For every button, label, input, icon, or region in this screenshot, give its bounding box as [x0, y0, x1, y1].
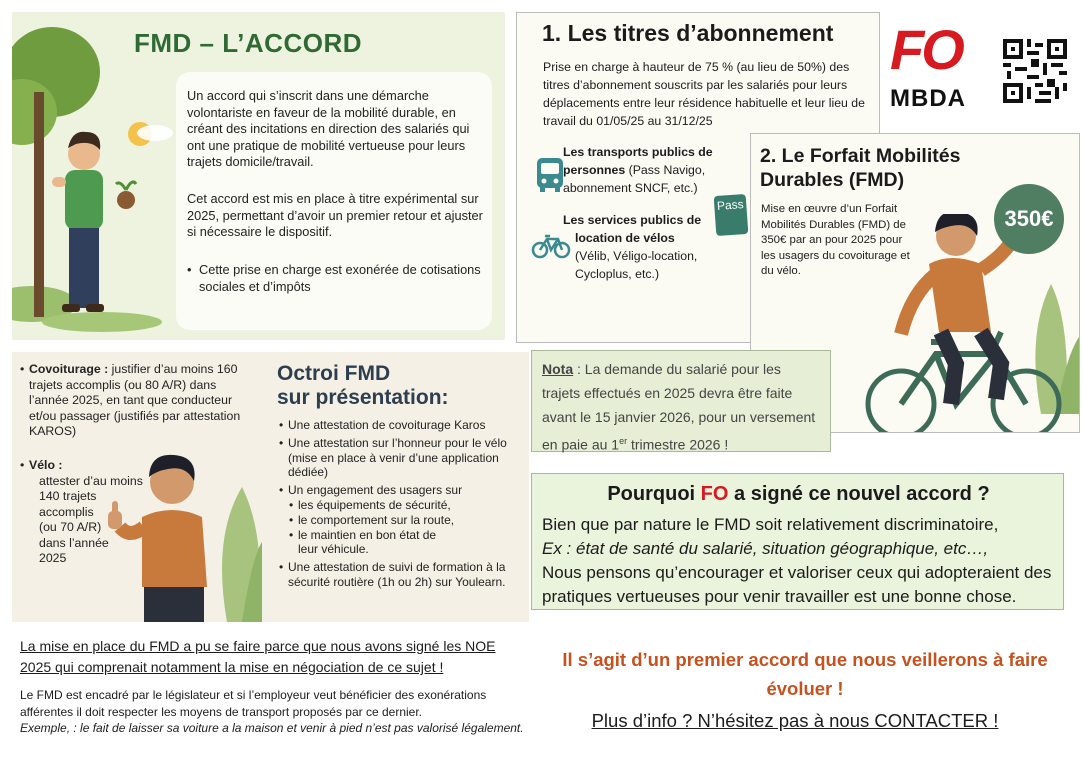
why-title-pre: Pourquoi	[607, 483, 701, 505]
velo-label-line2: location de vélos	[575, 231, 675, 245]
bullet-dot: •	[187, 262, 192, 277]
transport-label	[563, 143, 733, 197]
why-line-3: Nous pensons qu’encourager et valoriser ceux qui adopteraient des pratiques vertueuses pour venir travailler est une bonne chose.	[542, 563, 1052, 606]
octroi-title-line2: sur présentation:	[277, 386, 449, 409]
fo-logo-text: FO	[890, 18, 962, 81]
list-item	[279, 418, 524, 433]
forfait-title: 2. Le Forfait Mobilités Durables (FMD)	[760, 145, 961, 191]
nota-superscript: er	[619, 436, 628, 446]
nota-text-2: trimestre 2026 !	[627, 436, 729, 453]
nota-box	[531, 350, 831, 452]
accord-bullet-text: Cette prise en charge est exonérée de cotisations sociales et d’impôts	[199, 262, 481, 294]
velo-line: (ou 70 A/R)	[39, 520, 102, 534]
velo-line: dans l’année	[39, 535, 109, 550]
bullet-dot: •	[289, 497, 294, 512]
accord-panel	[12, 12, 505, 340]
nota-label: Nota	[542, 361, 574, 377]
velo-label: Vélo :	[29, 458, 63, 472]
why-title-post: a signé ce nouvel accord ?	[728, 483, 990, 505]
why-body	[542, 513, 1058, 609]
octroi-subitem-text: le comportement sur la route,	[298, 512, 455, 527]
octroi-subitem-text: le maintien en bon état de leur véhicule.	[298, 527, 437, 557]
first-accord-message: Il s’agit d’un premier accord que nous veillerons à faire évoluer !	[562, 649, 1048, 699]
legal-note	[20, 687, 530, 737]
octroi-list	[279, 418, 524, 590]
octroi-title	[277, 362, 449, 410]
pass-card-icon	[714, 194, 749, 236]
velo-location-label	[563, 211, 733, 283]
mbda-logo-text: MBDA	[890, 85, 966, 112]
forfait-body: Mise en œuvre d’un Forfait Mobilités Durables (FMD) de 350€ par an pour 2025 pour les usagers du covoiturage et du vélo.	[761, 203, 910, 277]
pass-card-label: Pass	[716, 197, 745, 213]
bullet-dot: •	[279, 483, 284, 498]
bus-icon	[535, 156, 565, 194]
person-tree-illustration	[12, 12, 182, 340]
why-line-1: Bien que par nature le FMD soit relativement discriminatoire,	[542, 515, 999, 534]
legal-text: Le FMD est encadré par le législateur et si l’employeur veut bénéficier des exonérations afférentes il doit respecter les moyens de transport proposés par ce dernier.	[20, 688, 487, 719]
accord-intro: Un accord qui s’inscrit dans une démarche volontariste en faveur de la mobilité durable, en créant des incitations en direction des salariés qui ont une pratique de mobilité vertueuse pour leurs trajets domicile/travail.	[187, 88, 470, 169]
bullet-dot: •	[279, 560, 284, 575]
why-fo-box	[531, 473, 1064, 610]
noe-note: La mise en place du FMD a pu se faire parce que nous avons signé les NOE 2025 qui comprenait notamment la mise en négociation de ce sujet !	[20, 638, 496, 675]
accord-title: FMD – L’ACCORD	[134, 28, 362, 58]
velo-line: accomplis	[39, 504, 94, 519]
octroi-subitem-text: les équipements de sécurité,	[298, 497, 451, 512]
why-title	[532, 483, 1065, 506]
velo-line: 2025	[39, 551, 67, 565]
octroi-item-text: Une attestation de covoiturage Karos	[288, 418, 486, 432]
list-item	[279, 435, 524, 480]
bullet-dot: •	[20, 458, 25, 472]
octroi-title-line1: Octroi FMD	[277, 362, 391, 385]
sub-list-item	[288, 513, 524, 528]
qr-code-icon[interactable]	[1003, 39, 1067, 103]
transport-label-line2: (Pass Navigo,	[625, 163, 706, 177]
transport-label-line3: abonnement SNCF, etc.)	[563, 181, 698, 195]
velo-label-line1: Les services publics de	[563, 213, 702, 227]
transport-label-line2-bold: personnes	[563, 163, 626, 177]
accord-card	[176, 72, 492, 330]
velo-line: 140 trajets	[39, 489, 97, 503]
octroi-item-text: Une attestation de suivi de formation à la sécurité routière (1h ou 2h) sur Youlearn.	[288, 560, 506, 589]
conditions-panel	[12, 352, 529, 622]
titres-body: Prise en charge à hauteur de 75 % (au lieu de 50%) des titres d’abonnement souscrits par les salariés pour leurs déplacements entre leur résidence habituelle et leur lieu de travail du 01/05/25 au 31/12/25	[543, 60, 865, 128]
bullet-dot: •	[289, 512, 294, 527]
amount-badge: 350€	[994, 184, 1064, 254]
bullet-dot: •	[279, 435, 284, 450]
transport-label-line1: Les transports publics de	[563, 145, 713, 159]
covoiturage-text: justifier d’au moins 160 trajets accomplis (ou 80 A/R) dans l’année 2025, en tant que conducteur et/ou passager (justifiés par attestation KAROS)	[29, 362, 241, 438]
velo-label-line3: (Vélib, Véligo-location,	[575, 249, 698, 263]
velo-item	[20, 458, 159, 567]
octroi-item-text: Un engagement des usagers sur	[288, 483, 463, 498]
sub-list-item	[288, 498, 524, 513]
covoiturage-item	[20, 362, 241, 440]
why-title-fo: FO	[700, 483, 729, 505]
octroi-item-text: Une attestation sur l’honneur pour le vélo (mise en place à venir d’une application dédiée)	[288, 435, 507, 480]
accord-bullet	[187, 262, 487, 295]
sub-list-item	[288, 528, 448, 558]
contact-link[interactable]: Plus d’info ? N’hésitez pas à nous CONTACTER !	[591, 710, 999, 731]
bullet-dot: •	[279, 418, 284, 432]
accord-experimental: Cet accord est mis en place à titre expérimental sur 2025, permettant d’avoir un premier retour et ajuster si nécessaire le dispositif.	[187, 191, 483, 239]
covoiturage-label: Covoiturage :	[29, 362, 109, 376]
titres-title: 1. Les titres d’abonnement	[542, 20, 834, 46]
velo-label-line4: Cycloplus, etc.)	[575, 267, 660, 281]
bullet-dot: •	[20, 362, 25, 376]
fo-mbda-logo	[890, 20, 990, 120]
list-item	[279, 560, 524, 590]
why-line-2: Ex : état de santé du salarié, situation géographique, etc…,	[542, 539, 989, 558]
legal-example: Exemple, : le fait de laisser sa voiture a la maison et venir à pied n’est pas valorisé légalement.	[20, 721, 524, 735]
nota-text-1: : La demande du salarié pour les trajets effectués en 2025 devra être faite avant le 15 janvier 2026, pour un versement en paie au 1	[542, 361, 816, 453]
velo-line: attester d’au moins	[39, 473, 143, 488]
list-item	[279, 483, 524, 498]
bullet-dot: •	[289, 527, 294, 542]
